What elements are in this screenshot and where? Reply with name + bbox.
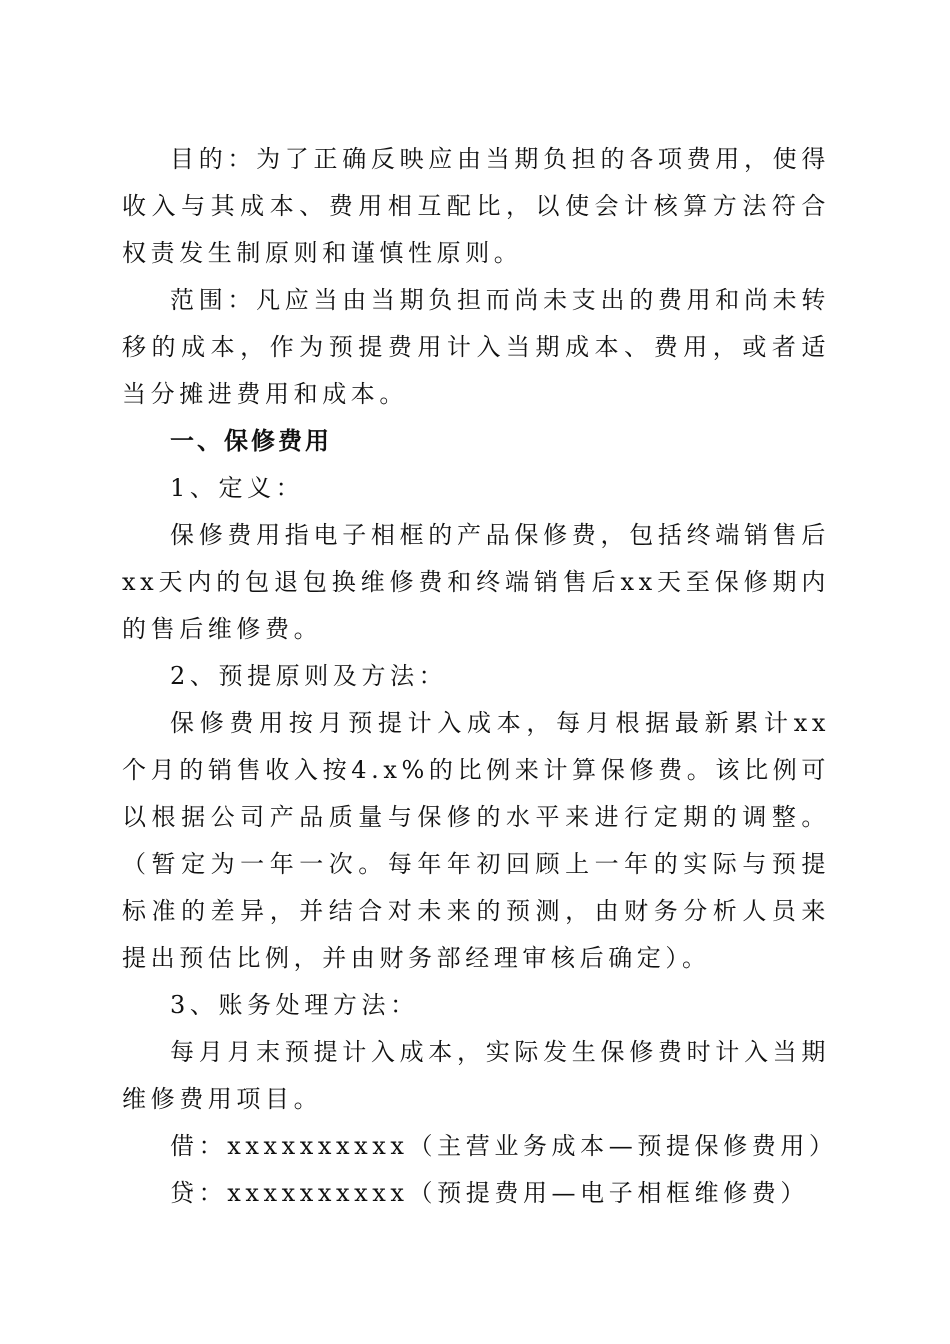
accounting-paragraph: 每月月末预提计入成本，实际发生保修费时计入当期维修费用项目。 xyxy=(122,1038,830,1113)
definition-heading: 1、定义： xyxy=(170,474,305,502)
document-page xyxy=(122,136,838,1217)
accrual-paragraph: 保修费用按月预提计入成本，每月根据最新累计xx个月的销售收入按4.x%的比例来计算保修费。该比例可以根据公司产品质量与保修的水平来进行定期的调整。（暂定为一年一次。每年年初回顾上一年的实际与预提标准的差异，并结合对未来的预测，由财务分析人员来提出预估比例，并由财务部经理审核后确定）。 xyxy=(122,709,830,972)
purpose-paragraph: 目的：为了正确反映应由当期负担的各项费用，使得收入与其成本、费用相互配比，以使会计核算方法符合权责发生制原则和谨慎性原则。 xyxy=(122,145,830,267)
accounting-heading: 3、账务处理方法： xyxy=(170,991,419,1019)
definition-paragraph: 保修费用指电子相框的产品保修费，包括终端销售后xx天内的包退包换维修费和终端销售后xx天至保修期内的售后维修费。 xyxy=(122,521,830,643)
scope-paragraph: 范围：凡应当由当期负担而尚未支出的费用和尚未转移的成本，作为预提费用计入当期成本、费用，或者适当分摊进费用和成本。 xyxy=(122,286,830,408)
accrual-heading: 2、预提原则及方法： xyxy=(170,662,448,690)
section-title: 一、保修费用 xyxy=(170,427,332,455)
debit-entry: 借：xxxxxxxxxx（主营业务成本—预提保修费用） xyxy=(170,1132,838,1160)
credit-entry: 贷：xxxxxxxxxx（预提费用—电子相框维修费） xyxy=(170,1179,809,1207)
